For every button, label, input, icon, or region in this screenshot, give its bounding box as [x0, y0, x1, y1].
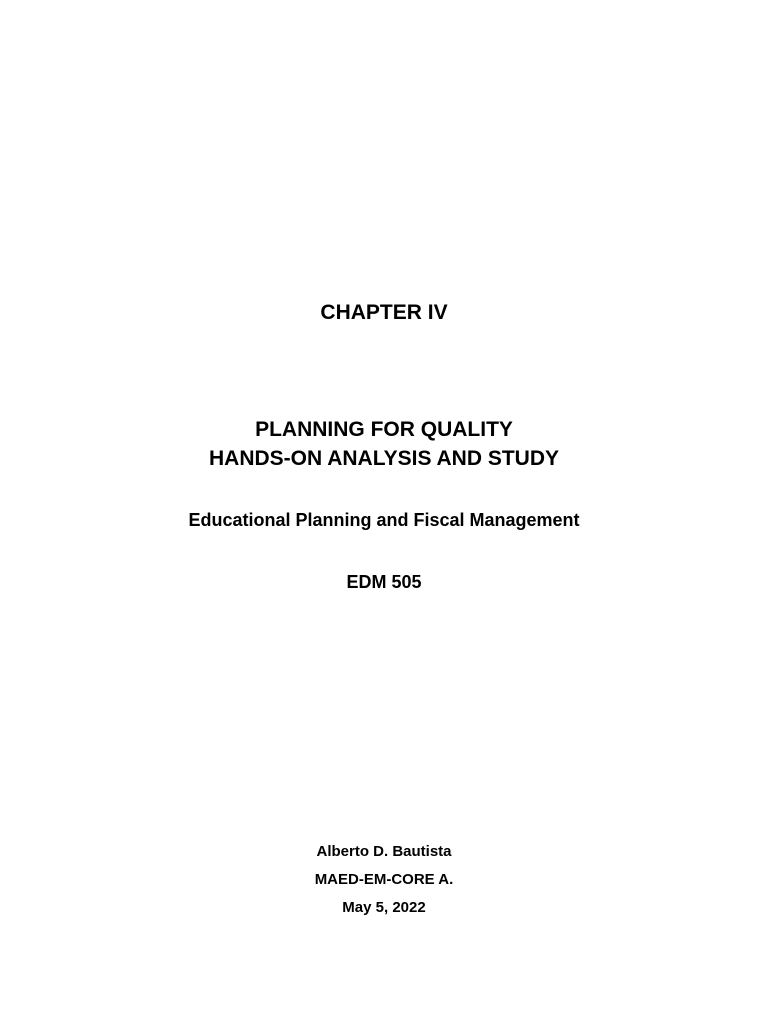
chapter-heading: CHAPTER IV: [320, 301, 448, 324]
title-line-2: HANDS-ON ANALYSIS AND STUDY: [208, 447, 560, 470]
title-line-1: PLANNING FOR QUALITY: [255, 418, 513, 441]
course-code: EDM 505: [346, 572, 422, 592]
document-date: May 5, 2022: [342, 899, 426, 916]
author-name: Alberto D. Bautista: [316, 843, 452, 860]
program-name: MAED-EM-CORE A.: [314, 871, 454, 888]
subject-name: Educational Planning and Fiscal Management: [188, 510, 580, 530]
